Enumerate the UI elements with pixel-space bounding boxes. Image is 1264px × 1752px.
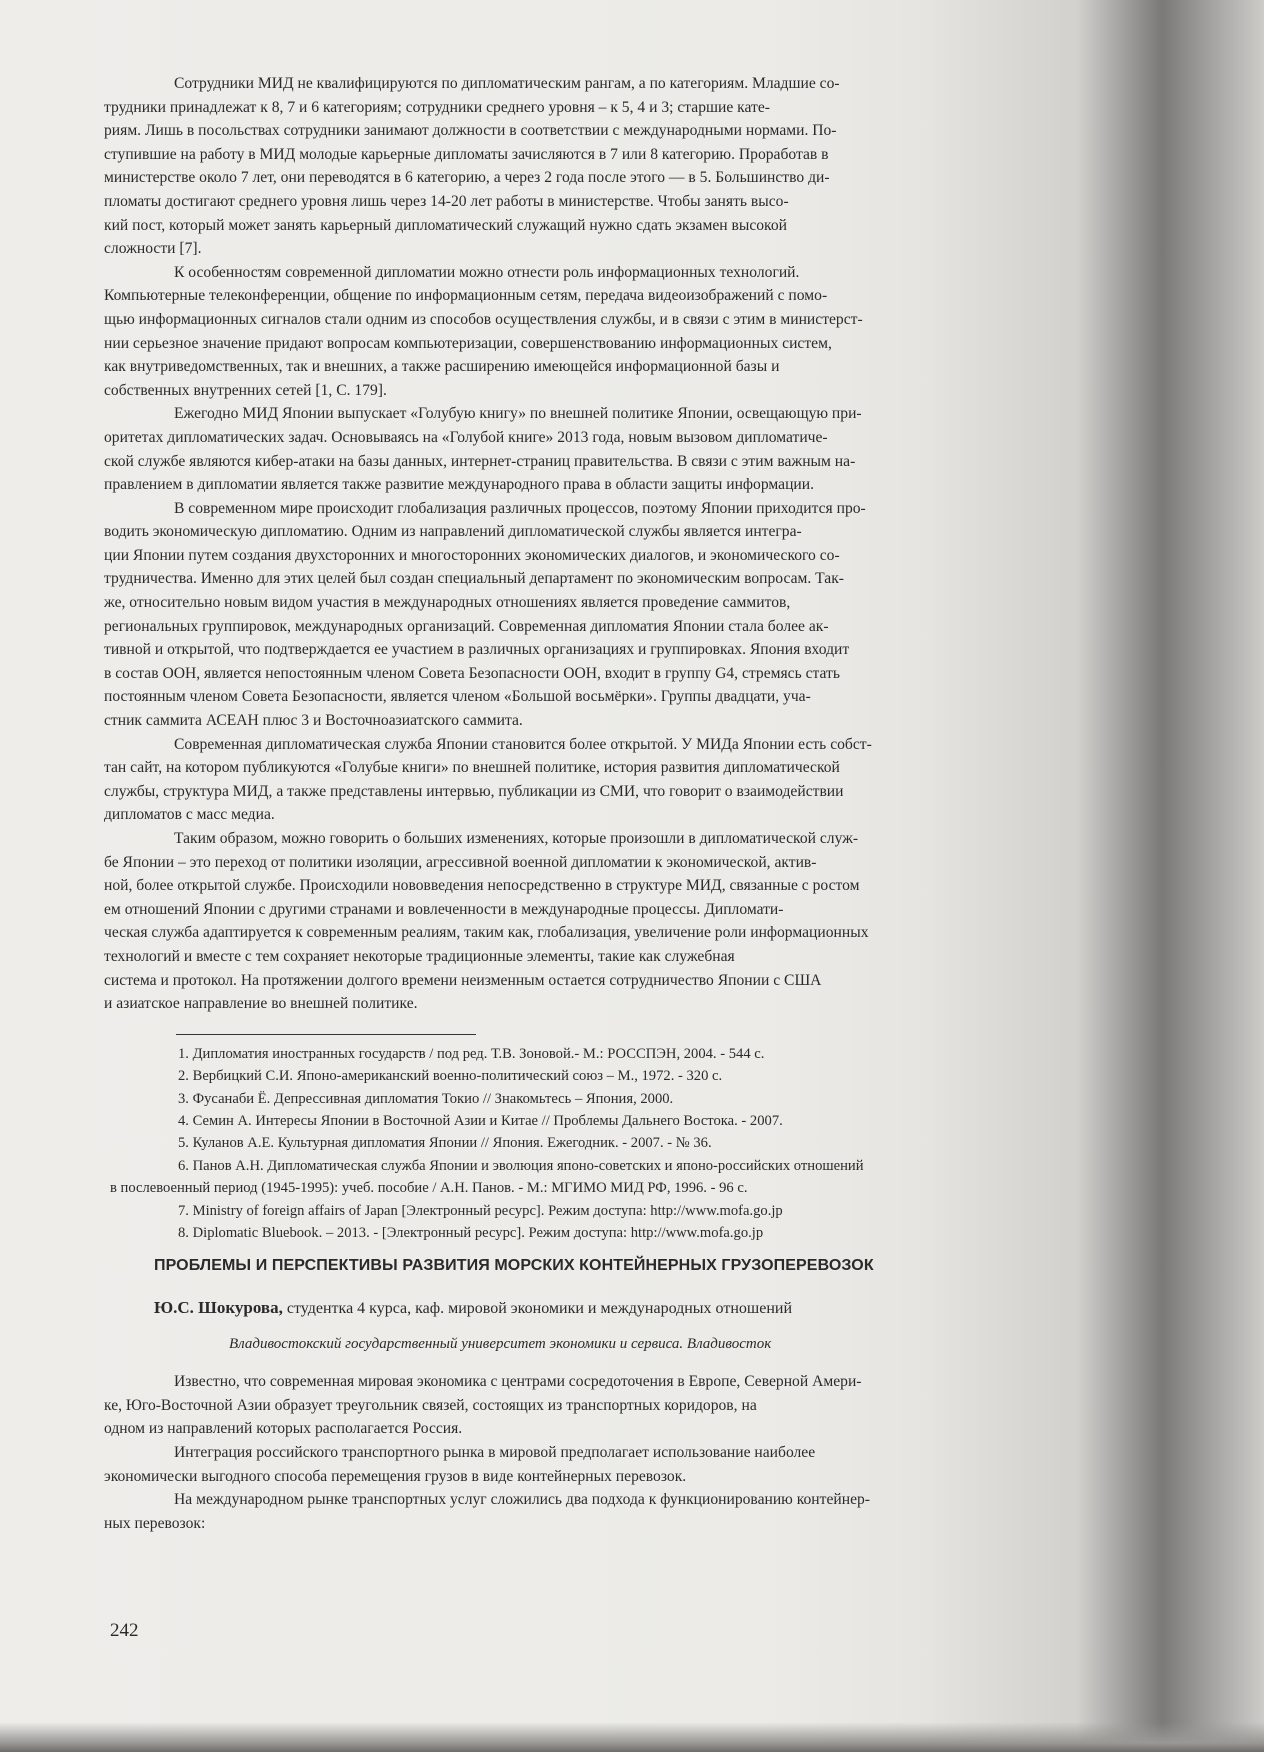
paragraph-4 xyxy=(104,497,984,733)
text-line: ем отношений Японии с другими странами и вовлеченности в международные процессы. Дипломати- xyxy=(104,900,784,918)
text-line: Компьютерные телеконференции, общение по информационным сетям, передача видеоизображений с помо- xyxy=(104,287,828,305)
reference-item: 1. Дипломатия иностранных государств / под ред. Т.В. Зоновой.- М.: РОССПЭН, 2004. - 544 с. xyxy=(178,1045,765,1062)
author-position: студентка 4 курса, каф. мировой экономики и международных отношений xyxy=(282,1300,793,1317)
text-line: ступившие на работу в МИД молодые карьерные дипломаты зачисляются в 7 или 8 категорию. Проработав в xyxy=(104,145,829,163)
paragraph-1 xyxy=(104,72,984,261)
text-line: министерстве около 7 лет, они переводятся в 6 категорию, а через 2 года после этого — в 5. Большинство ди- xyxy=(104,169,830,187)
article-paragraph-1 xyxy=(104,1370,984,1441)
paragraph-3 xyxy=(104,402,984,496)
text-line: службы, структура МИД, а также представлены интервью, публикации из СМИ, что говорит о взаимодействии xyxy=(104,782,844,800)
page-bottom-edge xyxy=(0,1722,1264,1752)
affiliation: Владивостокский государственный университет экономики и сервиса. Владивосток xyxy=(229,1335,772,1352)
text-line: в состав ООН, является непостоянным членом Совета Безопасности ООН, входит в группу G4, стремясь стать xyxy=(104,664,840,682)
text-line: ской службе являются кибер-атаки на базы данных, интернет-страниц правительства. В связи с этим важным на- xyxy=(104,452,856,470)
reference-item: 6. Панов А.Н. Дипломатическая служба Японии и эволюция японо-советских и японо-российских отношений xyxy=(178,1157,864,1174)
text-line: В современном мире происходит глобализация различных процессов, поэтому Японии приходится про- xyxy=(174,499,866,517)
text-line: дипломатов с масс медиа. xyxy=(104,806,275,824)
reference-item: 3. Фусанаби Ё. Депрессивная дипломатия Токио // Знакомьтесь – Япония, 2000. xyxy=(178,1090,674,1107)
text-line: Интеграция российского транспортного рынка в мировой предполагает использование наиболее xyxy=(174,1443,816,1461)
text-line: Известно, что современная мировая экономика с центрами сосредоточения в Европе, Северной Амери- xyxy=(174,1373,862,1391)
text-line: пломаты достигают среднего уровня лишь через 14-20 лет работы в министерстве. Чтобы занять высо- xyxy=(104,192,789,210)
text-line: стник саммита АСЕАН плюс 3 и Восточноазиатского саммита. xyxy=(104,712,523,730)
reference-item: 8. Diplomatic Bluebook. – 2013. - [Электронный ресурс]. Режим доступа: http://www.mofa.go.jp xyxy=(178,1225,764,1241)
page-content xyxy=(104,72,984,1535)
text-line: К особенностям современной дипломатии можно отнести роль информационных технологий. xyxy=(174,263,800,281)
paragraph-2 xyxy=(104,261,984,403)
text-line: как внутриведомственных, так и внешних, а также расширению имеющейся информационной базы и xyxy=(104,358,780,376)
text-line: сложности [7]. xyxy=(104,240,202,258)
text-line: собственных внутренних сетей [1, С. 179]. xyxy=(104,381,387,399)
references-list xyxy=(104,1043,984,1245)
article-heading: ПРОБЛЕМЫ И ПЕРСПЕКТИВЫ РАЗВИТИЯ МОРСКИХ КОНТЕЙНЕРНЫХ ГРУЗОПЕРЕВОЗОК xyxy=(154,1257,874,1275)
text-line: трудничества. Именно для этих целей был создан специальный департамент по экономическим вопросам. Так- xyxy=(104,570,844,588)
paragraph-5 xyxy=(104,733,984,827)
text-line: щью информационных сигналов стали одним из способов осуществления службы, и в связи с этим в министерст- xyxy=(104,310,863,328)
footnote-divider xyxy=(176,1034,476,1035)
text-line: нии серьезное значение придают вопросам компьютеризации, совершенствованию информационных систем, xyxy=(104,334,832,352)
article-paragraph-2 xyxy=(104,1441,984,1488)
text-line: ных перевозок: xyxy=(104,1514,206,1532)
page-number: 242 xyxy=(110,1620,139,1641)
text-line: Ежегодно МИД Японии выпускает «Голубую книгу» по внешней политике Японии, освещающую при- xyxy=(174,405,862,423)
text-line: правлением в дипломатии является также развитие международного права в области защиты информации. xyxy=(104,476,815,494)
text-line: и азиатское направление во внешней политике. xyxy=(104,995,418,1013)
author-name: Ю.С. Шокурова, xyxy=(154,1298,283,1317)
text-line: водить экономическую дипломатию. Одним из направлений дипломатической службы является интегра- xyxy=(104,523,802,541)
reference-item: 5. Куланов А.Е. Культурная дипломатия Японии // Япония. Ежегодник. - 2007. - № 36. xyxy=(178,1135,712,1152)
text-line: одном из направлений которых располагается Россия. xyxy=(104,1420,463,1438)
text-line: ной, более открытой службе. Происходили нововведения непосредственно в структуре МИД, связанные с ростом xyxy=(104,877,860,895)
text-line: трудники принадлежат к 8, 7 и 6 категориям; сотрудники среднего уровня – к 5, 4 и 3; старшие кате- xyxy=(104,98,770,116)
text-line: ке, Юго-Восточной Азии образует треугольник связей, состоящих из транспортных коридоров, на xyxy=(104,1396,757,1414)
text-line: постоянным членом Совета Безопасности, является членом «Большой восьмёрки». Группы двадцати, уча- xyxy=(104,688,811,706)
text-line: кий пост, который может занять карьерный дипломатический служащий нужно сдать экзамен высокой xyxy=(104,216,787,234)
reference-item: 7. Ministry of foreign affairs of Japan [Электронный ресурс]. Режим доступа: http://www.mofa.go.jp xyxy=(178,1202,783,1219)
text-line: Сотрудники МИД не квалифицируются по дипломатическим рангам, а по категориям. Младшие со- xyxy=(174,75,840,92)
text-line: ческая служба адаптируется к современным реалиям, таким как, глобализация, увеличение роли информационных xyxy=(104,924,869,942)
text-line: тивной и открытой, что подтверждается ее участием в различных организациях и группировках. Япония входит xyxy=(104,641,850,659)
text-line: система и протокол. На протяжении долгого времени неизменным остается сотрудничество Японии с США xyxy=(104,971,822,989)
text-line: региональных группировок, международных организаций. Современная дипломатия Японии стала более ак- xyxy=(104,617,829,635)
text-line: Современная дипломатическая служба Японии становится более открытой. У МИДа Японии есть собст- xyxy=(174,735,872,753)
text-line: технологий и вместе с тем сохраняет некоторые традиционные элементы, такие как служебная xyxy=(104,947,735,965)
text-line: ции Японии путем создания двухсторонних и многосторонних экономических диалогов, и экономического со- xyxy=(104,546,840,564)
reference-item-continuation: в послевоенный период (1945-1995): учеб. пособие / А.Н. Панов. - М.: МГИМО МИД РФ, 1996. - 96 с. xyxy=(110,1180,748,1197)
text-line: экономически выгодного способа перемещения грузов в виде контейнерных перевозок. xyxy=(104,1467,687,1485)
paragraph-6 xyxy=(104,827,984,1016)
author-line xyxy=(154,1296,984,1321)
text-line: бе Японии – это переход от политики изоляции, агрессивной военной дипломатии к экономической, актив- xyxy=(104,853,817,871)
reference-item: 4. Семин А. Интересы Японии в Восточной Азии и Китае // Проблемы Дальнего Востока. - 2007. xyxy=(178,1112,783,1129)
text-line: оритетах дипломатических задач. Основываясь на «Голубой книге» 2013 года, новым вызовом дипломатиче- xyxy=(104,428,828,446)
text-line: Таким образом, можно говорить о больших изменениях, которые произошли в дипломатической служ- xyxy=(174,830,859,847)
text-line: тан сайт, на котором публикуются «Голубые книги» по внешней политике, история развития дипломатической xyxy=(104,759,840,777)
text-line: риям. Лишь в посольствах сотрудники занимают должности в соответствии с международными нормами. По- xyxy=(104,122,837,140)
text-line: же, относительно новым видом участия в международных отношениях является проведение саммитов, xyxy=(104,594,791,612)
text-line: На международном рынке транспортных услуг сложились два подхода к функционированию контейнер- xyxy=(174,1491,870,1509)
reference-item: 2. Вербицкий С.И. Японо-американский военно-политический союз – М., 1972. - 320 с. xyxy=(178,1068,723,1085)
article-paragraph-3 xyxy=(104,1488,984,1535)
